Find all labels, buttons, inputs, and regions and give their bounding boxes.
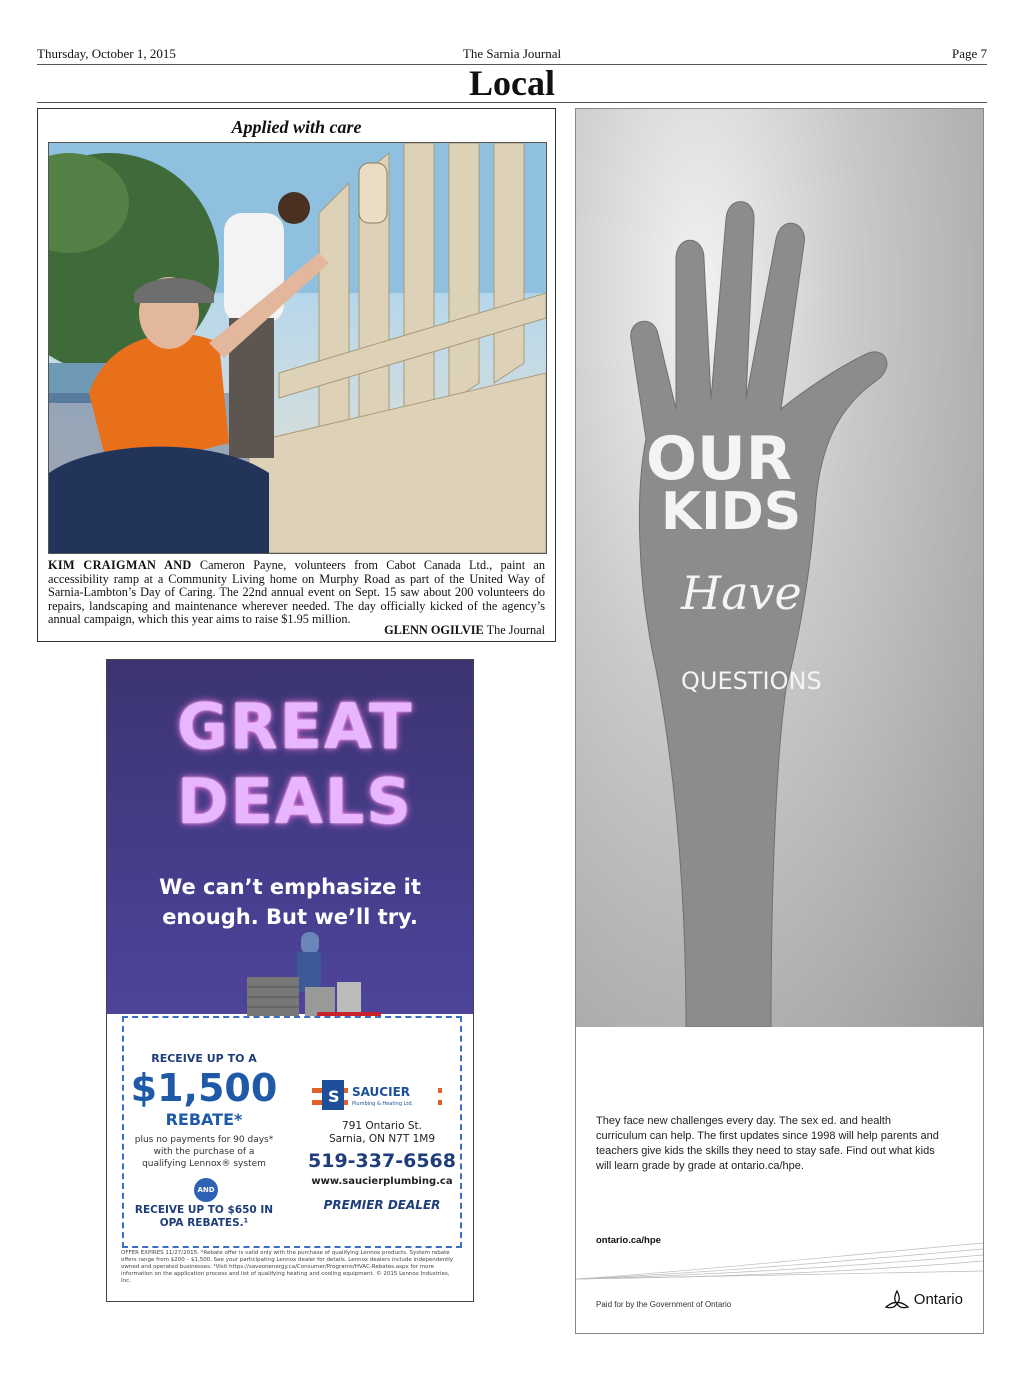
trillium-icon	[884, 1289, 910, 1311]
ontario-logo-text: Ontario	[913, 1290, 963, 1308]
dealer-info	[304, 1018, 460, 1246]
hand-text-our: OUR	[646, 424, 792, 494]
ad-body-copy: They face new challenges every day. The sex ed. and health curriculum can help. The first updates since 1998 will help parents and teachers give kids the skills they need to stay safe. Find out what kids will learn grade by grade at ontario.ca/hpe.	[596, 1115, 939, 1172]
dealer-subname: Plumbing & Heating Ltd.	[352, 1101, 414, 1107]
section-title: Local	[37, 64, 987, 103]
ad-tagline	[107, 872, 473, 932]
ad-url: ontario.ca/hpe	[596, 1235, 661, 1246]
newspaper-name: The Sarnia Journal	[462, 46, 562, 61]
photo-caption	[48, 559, 545, 627]
hand-text-questions: QUESTIONS	[681, 667, 822, 695]
ontario-advertisement	[575, 108, 984, 1334]
page-header	[37, 44, 987, 65]
saucier-logo-icon	[312, 1078, 442, 1112]
news-photo	[48, 142, 547, 554]
dealer-name: SAUCIER	[352, 1085, 411, 1099]
address-line2: Sarnia, ON N7T 1M9	[328, 1133, 436, 1145]
coupon-offer	[124, 1018, 284, 1246]
rebate-terms: plus no payments for 90 days* with the purchase of a qualifying Lennox® system	[134, 1135, 274, 1169]
photo-story	[37, 108, 556, 642]
ontario-logo	[884, 1289, 963, 1311]
receive-text: RECEIVE UP TO A	[151, 1052, 257, 1065]
ad-headline-great: GREAT	[177, 690, 414, 763]
page-number: Page 7	[951, 46, 987, 61]
dealer-phone: 519-337-6568	[308, 1150, 456, 1172]
ad-decorative-lines	[576, 1241, 983, 1281]
paid-by-notice: Paid for by the Government of Ontario	[596, 1300, 732, 1309]
issue-date: Thursday, October 1, 2015	[37, 46, 176, 61]
caption-body: Cameron Payne, volunteers from Cabot Canada Ltd., paint an accessibility ramp at a Community Living home on Murphy Road as part of the United Way of Sarnia-Lambton’s Day of Caring. The 22nd annual event on Sept. 15 saw about 200 volunteers do repairs, landscaping and maintenance wherever needed. The day officially kicked of the agency’s annual campaign, which this year aims to raise $1.95 million.	[48, 558, 545, 627]
hand-text-have: Have	[681, 566, 802, 620]
premier-dealer-badge: PREMIER DEALER	[323, 1198, 441, 1212]
rebate-label: REBATE*	[165, 1110, 243, 1129]
story-headline: Applied with care	[231, 117, 362, 137]
address-line1: 791 Ontario St.	[342, 1120, 422, 1132]
credit-org: The Journal	[486, 623, 545, 637]
ad-tagline-line2: enough. But we’ll try.	[162, 905, 418, 929]
ad-tagline-line1: We can’t emphasize it	[159, 875, 421, 899]
opa-rebate: RECEIVE UP TO $650 IN OPA REBATES.¹	[134, 1204, 274, 1229]
photo-credit	[384, 623, 545, 638]
ad-fine-print: OFFER EXPIRES 11/27/2015. *Rebate offer is valid only with the purchase of qualifying Lennox products. System rebate offers range from $200 – $1,500. See your participating Lennox dealer for details. Lennox dealers include independently owned and operated businesses. ¹Visit https://saveonenergy.ca/Consumer/Programs/HVAC-Rebates.aspx for more information on the application process and list of qualifying heating and cooling equipment. © 2015 Lennox Industries, Inc.	[121, 1250, 454, 1284]
hand-text-kids: KIDS	[661, 482, 802, 542]
ad-headline-deals: DEALS	[177, 765, 413, 838]
and-badge: AND	[194, 1178, 218, 1202]
caption-lead: KIM CRAIGMAN AND	[48, 558, 192, 572]
rebate-coupon	[122, 1016, 462, 1248]
dealer-website: www.saucierplumbing.ca	[311, 1176, 453, 1187]
lennox-advertisement	[106, 659, 474, 1302]
svg-text:S: S	[328, 1087, 340, 1106]
raised-hand-image	[576, 109, 983, 1027]
dealer-address	[304, 1120, 460, 1146]
rebate-amount: $1,500	[130, 1066, 278, 1110]
credit-name: GLENN OGILVIE	[384, 623, 484, 637]
